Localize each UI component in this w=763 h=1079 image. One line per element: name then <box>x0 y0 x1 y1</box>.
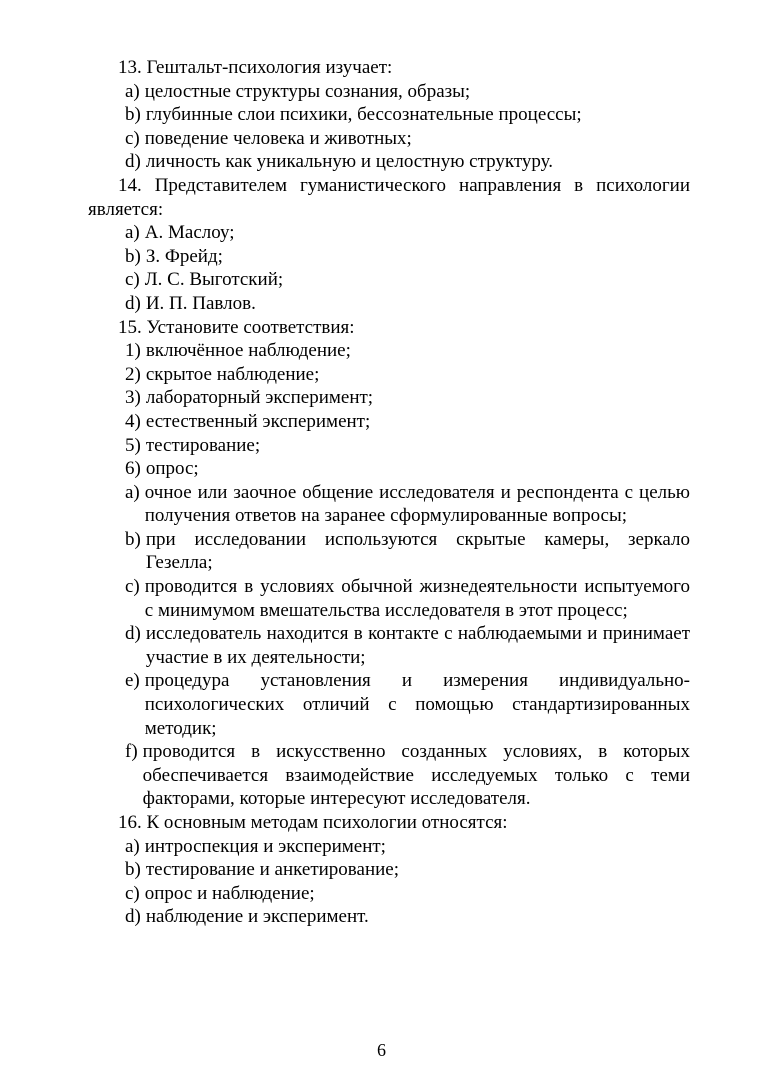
question-15-item-6 <box>88 457 690 481</box>
option-label: a) <box>125 835 140 857</box>
question-15-option-f <box>88 740 690 811</box>
option-text: опрос и наблюдение; <box>144 882 315 904</box>
question-15-option-a <box>88 481 690 528</box>
option-label: e) <box>125 670 140 692</box>
option-text: Л. С. Выготский; <box>144 269 284 291</box>
option-label: a) <box>125 80 140 102</box>
option-text: поведение человека и животных; <box>144 127 412 149</box>
option-label: d) <box>125 906 141 928</box>
option-text: тестирование и анкетирование; <box>145 859 399 881</box>
item-text: скрытое наблюдение; <box>145 363 320 385</box>
option-label: c) <box>125 269 140 291</box>
question-14-option-c <box>88 268 690 292</box>
question-16-option-c <box>88 882 690 906</box>
question-14 <box>88 174 690 316</box>
option-label: d) <box>125 292 141 314</box>
item-label: 6) <box>125 458 141 480</box>
question-15-option-e <box>88 669 690 740</box>
question-16-option-b <box>88 858 690 882</box>
option-label: d) <box>125 151 141 173</box>
item-text: лабораторный эксперимент; <box>145 387 374 409</box>
option-text: наблюдение и эксперимент. <box>145 906 369 928</box>
item-label: 4) <box>125 410 141 432</box>
question-15-option-b <box>88 528 690 575</box>
option-text: И. П. Павлов. <box>145 292 256 314</box>
option-label: f) <box>125 741 138 763</box>
question-14-option-a <box>88 221 690 245</box>
question-15-text: 15. Установите соответствия: <box>118 316 355 338</box>
question-16 <box>88 811 690 929</box>
page-number: 6 <box>377 1040 386 1060</box>
question-13-option-a <box>88 80 690 104</box>
option-text: проводится в условиях обычной жизнедеятельности испытуемого с минимумом вмешательства исследователя в этот процесс; <box>144 576 690 621</box>
item-label: 1) <box>125 340 141 362</box>
question-15-option-d <box>88 622 690 669</box>
option-label: c) <box>125 882 140 904</box>
option-text: очное или заочное общение исследователя и респондента с целью получения ответов на заранее сформулированные вопросы; <box>144 481 690 527</box>
question-16-text: 16. К основным методам психологии относятся: <box>118 812 508 833</box>
option-text: А. Маслоу; <box>144 222 235 244</box>
question-13 <box>88 56 690 174</box>
option-label: b) <box>125 245 141 267</box>
question-13-text: 13. Гештальт-психология изучает: <box>118 57 393 78</box>
page-content <box>88 56 690 929</box>
item-text: тестирование; <box>145 434 261 456</box>
option-text: глубинные слои психики, бессознательные процессы; <box>145 104 582 126</box>
option-label: b) <box>125 859 141 881</box>
question-13-option-d <box>88 150 690 174</box>
question-15-item-4 <box>88 410 690 434</box>
question-13-option-b <box>88 103 690 127</box>
question-14-text: 14. Представителем гуманистического направления в психологии является: <box>88 174 690 220</box>
item-text: опрос; <box>145 458 199 480</box>
question-14-option-b <box>88 245 690 269</box>
option-label: c) <box>125 576 140 598</box>
question-16-option-a <box>88 835 690 859</box>
question-13-option-c <box>88 127 690 151</box>
option-label: a) <box>125 222 140 244</box>
option-label: b) <box>125 104 141 126</box>
option-text: интроспекция и эксперимент; <box>144 835 386 857</box>
item-label: 3) <box>125 387 141 409</box>
option-text: при исследовании используются скрытые камеры, зеркало Гезелла; <box>145 528 690 574</box>
option-label: d) <box>125 623 141 645</box>
question-15-item-3 <box>88 386 690 410</box>
question-15-item-2 <box>88 363 690 387</box>
item-text: включённое наблюдение; <box>145 340 351 362</box>
question-15-item-1 <box>88 339 690 363</box>
option-text: личность как уникальную и целостную структуру. <box>145 151 553 173</box>
option-text: проводится в искусственно созданных условиях, в которых обеспечивается взаимодействие исследуемых только с теми факторами, которые интересуют исследователя. <box>142 741 690 810</box>
item-label: 2) <box>125 363 141 385</box>
option-label: c) <box>125 127 140 149</box>
option-text: целостные структуры сознания, образы; <box>144 80 471 102</box>
option-text: исследователь находится в контакте с наблюдаемыми и принимает участие в их деятельности; <box>145 623 690 668</box>
question-15-item-5 <box>88 434 690 458</box>
question-14-option-d <box>88 292 690 316</box>
option-label: b) <box>125 528 141 550</box>
option-text: процедура установления и измерения индивидуально-психологических отличий с помощью стандартизированных методик; <box>144 670 690 739</box>
question-15-option-c <box>88 575 690 622</box>
option-text: З. Фрейд; <box>145 245 223 267</box>
question-16-option-d <box>88 905 690 929</box>
option-label: a) <box>125 481 140 503</box>
item-text: естественный эксперимент; <box>145 410 371 432</box>
item-label: 5) <box>125 434 141 456</box>
question-15 <box>88 316 690 811</box>
